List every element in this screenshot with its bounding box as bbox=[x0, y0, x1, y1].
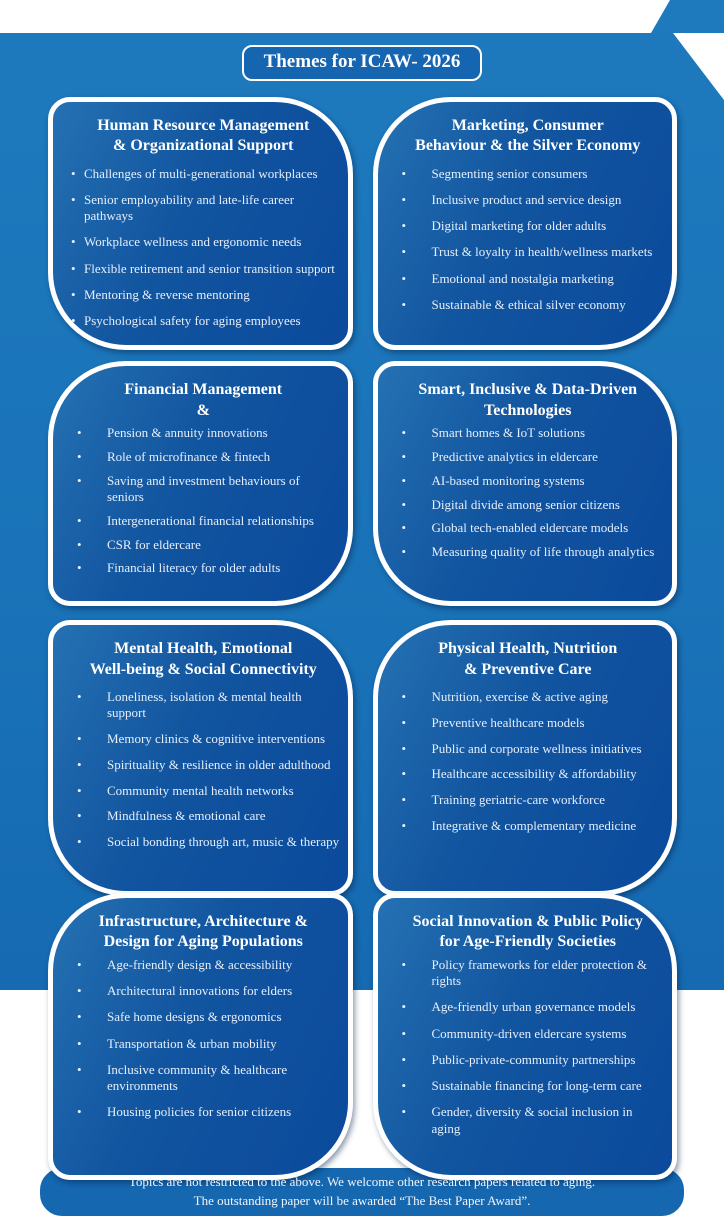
theme-card-marketing bbox=[373, 97, 678, 351]
bullet-item bbox=[77, 834, 340, 850]
card-title bbox=[67, 116, 340, 157]
bullet-text: • Digital marketing for older adults bbox=[431, 218, 607, 234]
bullet-list bbox=[67, 425, 340, 576]
bullet-item bbox=[77, 731, 340, 747]
theme-card-hr-management bbox=[48, 97, 353, 351]
card-title bbox=[392, 912, 665, 953]
bullet-text: • Sustainable & ethical silver economy bbox=[431, 296, 626, 312]
bullet-item bbox=[402, 792, 665, 808]
bullet-text: • Inclusive community & healthcare environments bbox=[107, 1061, 288, 1094]
bullet-item bbox=[402, 244, 665, 260]
bullet-list bbox=[392, 957, 665, 1137]
bullet-item bbox=[77, 957, 340, 973]
bullet-text: • Community-driven eldercare systems bbox=[431, 1025, 627, 1041]
card-title bbox=[67, 380, 340, 421]
bullet-item bbox=[77, 425, 340, 441]
bullet-item bbox=[402, 192, 665, 208]
bullet-item bbox=[77, 1036, 340, 1052]
bullet-text: • Digital divide among senior citizens bbox=[431, 496, 620, 512]
bullet-item bbox=[402, 449, 665, 465]
bullet-item bbox=[402, 715, 665, 731]
card-title-line: Infrastructure, Architecture & bbox=[98, 912, 308, 930]
bullet-list bbox=[392, 689, 665, 834]
bullet-text: • Transportation & urban mobility bbox=[107, 1035, 277, 1051]
bullet-text: • Nutrition, exercise & active aging bbox=[431, 689, 609, 705]
theme-card-mental-health bbox=[48, 620, 353, 896]
bullet-text: • Financial literacy for older adults bbox=[107, 560, 281, 576]
bullet-item bbox=[402, 689, 665, 705]
bullet-item bbox=[71, 192, 340, 225]
theme-card-infrastructure bbox=[48, 893, 353, 1180]
bullet-item bbox=[77, 783, 340, 799]
bullet-text: • Loneliness, isolation & mental health support bbox=[107, 689, 302, 721]
bullet-text: • Saving and investment behaviours of seniors bbox=[107, 472, 300, 505]
bullet-text: • Inclusive product and service design bbox=[431, 191, 622, 207]
bullet-item bbox=[77, 560, 340, 576]
bullet-text: • Integrative & complementary medicine bbox=[431, 817, 637, 833]
bullet-text: • Workplace wellness and ergonomic needs bbox=[84, 234, 302, 250]
bullet-item bbox=[402, 766, 665, 782]
footer-note bbox=[38, 1166, 686, 1218]
bullet-text: • Architectural innovations for elders bbox=[107, 983, 293, 999]
bullet-item bbox=[77, 473, 340, 506]
bullet-item bbox=[402, 1026, 665, 1042]
theme-card-physical-health bbox=[373, 620, 678, 896]
bullet-item bbox=[71, 234, 340, 250]
bullet-text: • Intergenerational financial relationships bbox=[107, 512, 314, 528]
card-title-line: Behaviour & the Silver Economy bbox=[415, 137, 641, 155]
bullet-text: • Housing policies for senior citizens bbox=[107, 1104, 292, 1120]
bullet-item bbox=[402, 218, 665, 234]
bullet-item bbox=[402, 1078, 665, 1094]
card-title-line: Social Innovation & Public Policy bbox=[412, 912, 643, 930]
theme-card-financial bbox=[48, 361, 353, 606]
bullet-text: • Training geriatric-care workforce bbox=[431, 792, 605, 808]
card-title-line: Design for Aging Populations bbox=[103, 933, 303, 951]
bullet-text: • Segmenting senior consumers bbox=[431, 165, 588, 181]
bullet-text: • Role of microfinance & fintech bbox=[107, 449, 271, 465]
card-title-line: Well-being & Social Connectivity bbox=[89, 660, 317, 678]
bullet-item bbox=[77, 537, 340, 553]
bullet-text: • Pension & annuity innovations bbox=[107, 425, 268, 441]
bullet-item bbox=[402, 520, 665, 536]
bullet-text: • Mindfulness & emotional care bbox=[107, 808, 266, 824]
bullet-text: • Mentoring & reverse mentoring bbox=[84, 286, 250, 302]
themes-grid bbox=[48, 97, 677, 1158]
bullet-text: • Social bonding through art, music & therapy bbox=[107, 834, 340, 850]
bullet-list bbox=[392, 166, 665, 314]
page-title: Themes for ICAW- 2026 bbox=[263, 51, 461, 72]
card-title-line: & bbox=[196, 401, 210, 419]
bullet-text: • Smart homes & IoT solutions bbox=[431, 425, 586, 441]
card-title bbox=[392, 380, 665, 421]
bullet-item bbox=[402, 741, 665, 757]
theme-card-social-innovation bbox=[373, 893, 678, 1180]
card-title bbox=[392, 639, 665, 680]
bullet-item bbox=[71, 313, 340, 329]
bullet-item bbox=[402, 999, 665, 1015]
bullet-text: • Healthcare accessibility & affordability bbox=[431, 766, 637, 782]
bullet-item bbox=[71, 287, 340, 303]
bullet-text: • Trust & loyalty in health/wellness markets bbox=[431, 244, 653, 260]
bullet-item bbox=[402, 271, 665, 287]
bullet-text: • Community mental health networks bbox=[107, 782, 294, 798]
footer-line-2: The outstanding paper will be awarded “The Best Paper Award”. bbox=[193, 1192, 531, 1208]
bullet-item bbox=[77, 983, 340, 999]
bullet-text: • Public-private-community partnerships bbox=[431, 1051, 636, 1067]
bullet-text: • Public and corporate wellness initiatives bbox=[431, 740, 642, 756]
bullet-item bbox=[77, 449, 340, 465]
bullet-list bbox=[392, 425, 665, 560]
bullet-item bbox=[402, 818, 665, 834]
bullet-item bbox=[77, 808, 340, 824]
card-title bbox=[67, 639, 340, 680]
card-title-line: for Age-Friendly Societies bbox=[439, 933, 617, 951]
bullet-item bbox=[402, 473, 665, 489]
theme-card-smart-tech bbox=[373, 361, 678, 606]
card-title-line: Marketing, Consumer bbox=[451, 116, 604, 134]
bullet-text: • Challenges of multi-generational workplaces bbox=[84, 165, 318, 181]
bullet-text: • Emotional and nostalgia marketing bbox=[431, 270, 614, 286]
bullet-item bbox=[402, 166, 665, 182]
bullet-item bbox=[77, 1009, 340, 1025]
bullet-text: • Policy frameworks for elder protection & rights bbox=[431, 956, 648, 989]
card-title bbox=[67, 912, 340, 953]
bullet-text: • Senior employability and late-life career pathways bbox=[84, 191, 295, 224]
page-title-pill bbox=[242, 45, 482, 81]
card-title-line: Technologies bbox=[484, 401, 572, 419]
bullet-text: • AI-based monitoring systems bbox=[431, 472, 585, 488]
card-title-line: Mental Health, Emotional bbox=[114, 640, 293, 658]
card-title-line: Financial Management bbox=[124, 381, 283, 399]
bullet-item bbox=[77, 689, 340, 722]
bullet-item bbox=[402, 297, 665, 313]
bullet-text: • CSR for eldercare bbox=[107, 536, 201, 552]
bullet-text: • Safe home designs & ergonomics bbox=[107, 1009, 282, 1025]
card-title-line: Human Resource Management bbox=[97, 116, 310, 134]
bullet-item bbox=[402, 1104, 665, 1137]
bullet-text: • Measuring quality of life through analytics bbox=[431, 544, 655, 560]
bullet-text: • Sustainable financing for long-term care bbox=[431, 1078, 642, 1094]
card-title-line: Smart, Inclusive & Data-Driven bbox=[418, 381, 638, 399]
bullet-text: • Predictive analytics in eldercare bbox=[431, 449, 598, 465]
bullet-item bbox=[71, 261, 340, 277]
bullet-item bbox=[77, 513, 340, 529]
bullet-text: • Psychological safety for aging employees bbox=[84, 313, 301, 329]
bullet-item bbox=[402, 425, 665, 441]
bullet-item bbox=[402, 544, 665, 560]
bullet-list bbox=[67, 689, 340, 850]
bullet-item bbox=[77, 757, 340, 773]
bullet-text: • Age-friendly design & accessibility bbox=[107, 956, 293, 972]
card-title-line: & Preventive Care bbox=[464, 660, 592, 678]
bullet-list bbox=[67, 166, 340, 330]
bullet-text: • Age-friendly urban governance models bbox=[431, 999, 636, 1015]
bullet-item bbox=[71, 166, 340, 182]
bullet-item bbox=[402, 497, 665, 513]
bullet-text: • Global tech-enabled eldercare models bbox=[431, 520, 629, 536]
bullet-text: • Gender, diversity & social inclusion in aging bbox=[431, 1104, 633, 1136]
bullet-item bbox=[402, 1052, 665, 1068]
bullet-item bbox=[77, 1062, 340, 1095]
bullet-list bbox=[67, 957, 340, 1121]
card-title-line: Physical Health, Nutrition bbox=[438, 640, 618, 658]
card-title-line: & Organizational Support bbox=[113, 137, 294, 155]
bullet-item bbox=[402, 957, 665, 990]
bullet-text: • Spirituality & resilience in older adulthood bbox=[107, 756, 331, 772]
bullet-item bbox=[77, 1104, 340, 1120]
bullet-text: • Flexible retirement and senior transition support bbox=[84, 260, 335, 276]
footer-line-1: Topics are not restricted to the above. We welcome other research papers related to aging. bbox=[128, 1173, 596, 1189]
bullet-text: • Preventive healthcare models bbox=[431, 714, 585, 730]
card-title bbox=[392, 116, 665, 157]
bullet-text: • Memory clinics & cognitive interventions bbox=[107, 731, 326, 747]
